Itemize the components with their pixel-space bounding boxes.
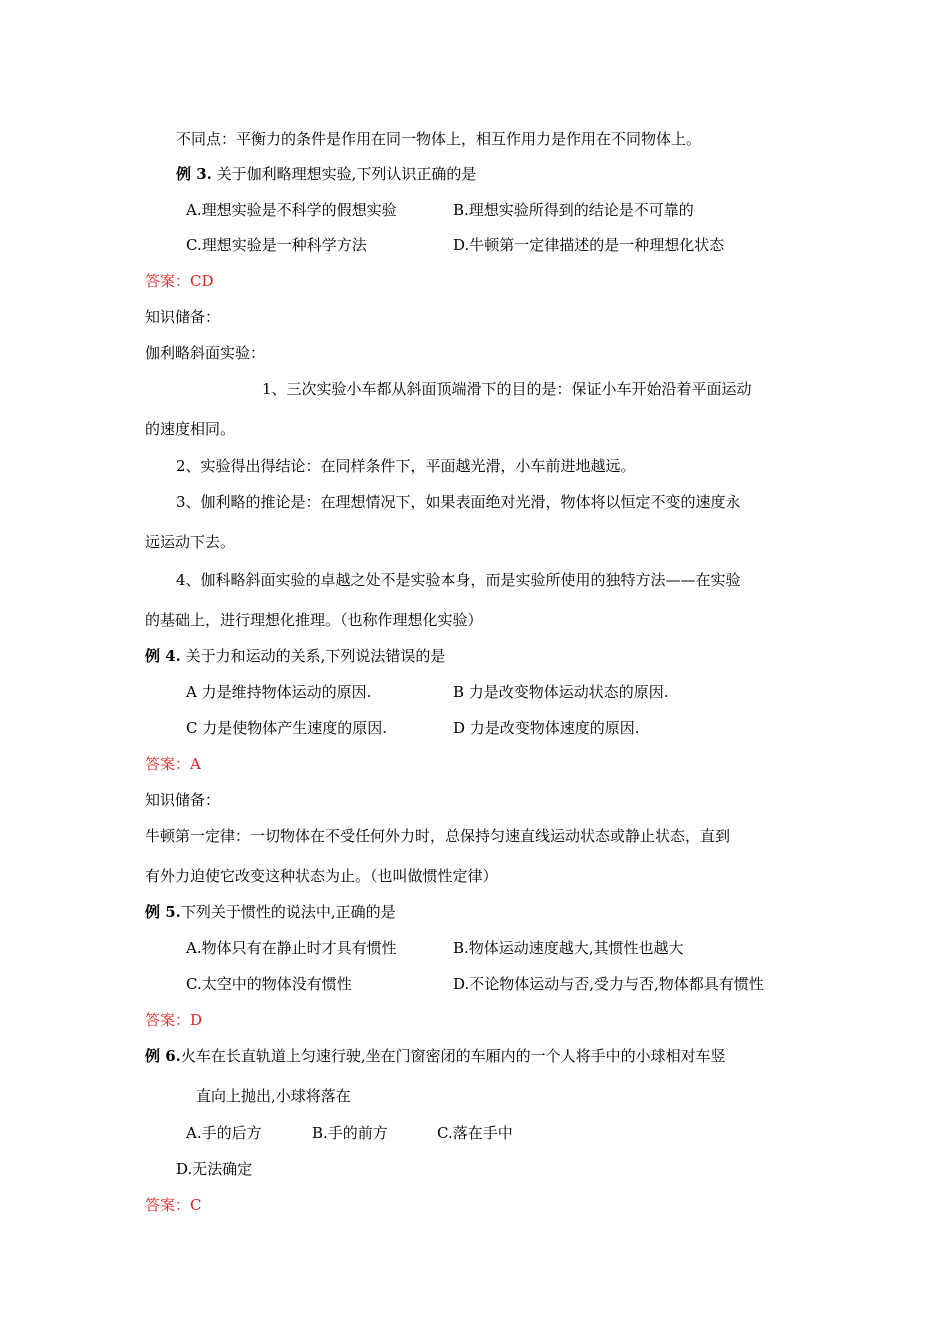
example-5-option-c: C.太空中的物体没有惯性	[186, 975, 352, 993]
paragraph-difference: 不同点：平衡力的条件是作用在同一物体上，相互作用力是作用在不同物体上。	[176, 130, 702, 148]
example-4-option-d: D 力是改变物体速度的原因.	[453, 719, 640, 737]
example-6-option-b: B.手的前方	[312, 1124, 388, 1142]
example-6-question	[145, 1046, 726, 1066]
newton-law-line-2: 有外力迫使它改变这种状态为止。（也叫做惯性定律）	[145, 867, 498, 885]
example-6-option-a: A.手的后方	[186, 1124, 262, 1142]
knowledge-heading-1: 知识储备：	[145, 308, 221, 326]
galileo-point-1a: 1、三次实验小车都从斜面顶端滑下的目的是：保证小车开始沿着平面运动	[262, 380, 752, 398]
example-5-text: 下列关于惯性的说法中,正确的是	[180, 903, 396, 921]
example-4-text: 关于力和运动的关系,下列说法错误的是	[180, 647, 446, 665]
example-3-option-a: A.理想实验是不科学的假想实验	[186, 201, 397, 219]
example-3-option-c: C.理想实验是一种科学方法	[186, 236, 367, 254]
example-3-text: 关于伽利略理想实验,下列认识正确的是	[211, 165, 477, 183]
galileo-point-4a: 4、伽科略斜面实验的卓越之处不是实验本身，而是实验所使用的独特方法——在实验	[176, 571, 741, 589]
example-5-option-a: A.物体只有在静止时才具有惯性	[186, 939, 397, 957]
newton-law-line-1: 牛顿第一定律：一切物体在不受任何外力时，总保持匀速直线运动状态或静止状态，直到	[145, 827, 731, 845]
knowledge-heading-2: 知识储备：	[145, 791, 221, 809]
example-4-question	[145, 646, 445, 666]
example-5-option-d: D.不论物体运动与否,受力与否,物体都具有惯性	[453, 975, 764, 993]
example-6-option-d: D.无法确定	[176, 1160, 253, 1178]
example-6-text: 火车在长直轨道上匀速行驶,坐在门窗密闭的车厢内的一个人将手中的小球相对车竖	[180, 1047, 726, 1065]
example-5-question	[145, 902, 396, 922]
galileo-point-2: 2、实验得出得结论：在同样条件下，平面越光滑，小车前进地越远。	[176, 457, 636, 475]
example-3-question	[176, 164, 476, 184]
galileo-heading: 伽利略斜面实验：	[145, 344, 266, 362]
answer-6: 答案：C	[145, 1196, 202, 1214]
example-3-option-b: B.理想实验所得到的结论是不可靠的	[453, 201, 694, 219]
example-4-option-a: A 力是维持物体运动的原因.	[186, 683, 372, 701]
example-6-question-cont: 直向上抛出,小球将落在	[196, 1087, 351, 1105]
example-4-option-b: B 力是改变物体运动状态的原因.	[453, 683, 669, 701]
answer-5: 答案：D	[145, 1011, 203, 1029]
example-4-label: 例 4.	[145, 647, 181, 665]
answer-4: 答案：A	[145, 755, 201, 773]
galileo-point-4b: 的基础上，进行理想化推理。（也称作理想化实验）	[145, 611, 483, 629]
example-5-option-b: B.物体运动速度越大,其惯性也越大	[453, 939, 684, 957]
galileo-point-3a: 3、伽利略的推论是：在理想情况下，如果表面绝对光滑，物体将以恒定不变的速度永	[176, 493, 741, 511]
example-3-label: 例 3.	[176, 165, 212, 183]
example-6-option-c: C.落在手中	[437, 1124, 513, 1142]
galileo-point-1b: 的速度相同。	[145, 420, 236, 438]
answer-3: 答案：CD	[145, 272, 214, 290]
example-5-label: 例 5.	[145, 903, 181, 921]
example-3-option-d: D.牛顿第一定律描述的是一种理想化状态	[453, 236, 725, 254]
galileo-point-3b: 远运动下去。	[145, 533, 236, 551]
example-4-option-c: C 力是使物体产生速度的原因.	[186, 719, 388, 737]
example-6-label: 例 6.	[145, 1047, 181, 1065]
